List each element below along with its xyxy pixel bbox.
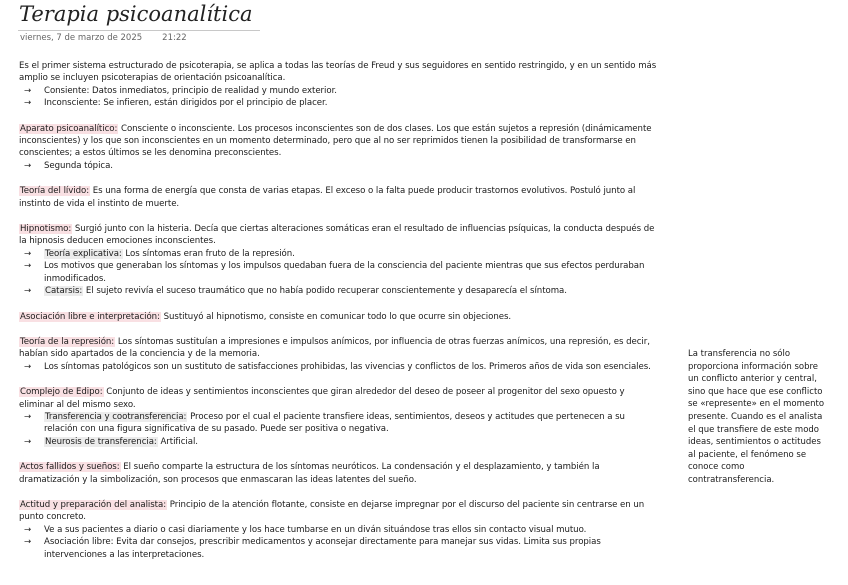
arrow-icon: →	[24, 537, 32, 548]
actos-block: Actos fallidos y sueños: El sueño comparte la estructura de los síntomas neuróticos. La condensación y el desplazamiento, y también la dramatización y la simbolización, son procesos que enmascaran las ideas latentes del sueño.	[19, 462, 600, 485]
list-item: → Inconsciente: Se infieren, están dirigidos por el principio de placer.	[24, 98, 328, 109]
arrow-icon: →	[24, 411, 32, 422]
highlight-label: Teoría explicativa:	[45, 248, 122, 259]
list-item: → Teoría explicativa: Los síntomas eran fruto de la represión.	[24, 248, 295, 259]
arrow-icon: →	[24, 98, 32, 109]
intro-block	[19, 60, 659, 110]
represion-block: Teoría de la represión: Los síntomas sustituían a impresiones e impulsos anímicos, por influencia de otras fuerzas anímicos, una represión, es decir, habían sido apartados de la conciencia y de la memoria. → Los síntomas patológicos son un sustituto de satisfacciones prohibidas, las vivencias y conflictos de los. Primeros años de vida son esenciales.	[19, 336, 659, 373]
edipo-block: Complejo de Edipo: Conjunto de ideas y sentimientos inconscientes que giran alrededor del deseo de poseer al progenitor del sexo opuesto y eliminar al del mismo sexo. → Transferencia y cootransferencia: Proceso por el cual el paciente transfiere ideas, sentimientos, deseos y actitudes que pertenecen a su relación con una figura significativa de su pasado. Puede ser positiva o negativa. → Neurosis de transferencia: Artificial.	[19, 386, 659, 448]
highlight-label: Catarsis:	[45, 286, 83, 297]
arrow-icon: →	[24, 361, 32, 372]
hipnotismo-block: Hipnotismo: Surgió junto con la histeria. Decía que ciertas alteraciones somáticas eran el resultado de influencias psíquicas, la conducta después de la hipnosis deducen emociones inconscientes. → Teoría explicativa: Los síntomas eran fruto de la represión. → Los motivos que generaban los síntomas y los impulsos quedaban fuera de la consciencia del paciente mientras que sus efectos perduraban inmodificados. → Catarsis: El sujeto revivía el suceso traumático que no había podido recuperar conscientemente y desaparecía el síntoma.	[19, 223, 659, 297]
note-time: 21:22	[162, 33, 187, 43]
list-item: → Los motivos que generaban los síntomas y los impulsos quedaban fuera de la consciencia del paciente mientras que sus efectos perduraban inmodificados.	[24, 261, 645, 284]
note-metadata	[20, 33, 187, 43]
page-title[interactable]: Terapia psicoanalítica	[19, 2, 253, 26]
list-item: → Consiente: Datos inmediatos, principio de realidad y mundo exterior.	[24, 85, 337, 96]
highlight-label: Actitud y preparación del analista:	[20, 499, 167, 510]
arrow-icon: →	[24, 261, 32, 272]
list-item: → Asociación libre: Evita dar consejos, prescribir medicamentos y aconsejar directamente para manejar sus vidas. Limita sus propias intervenciones a las interpretaciones.	[24, 537, 601, 560]
list-item: → Neurosis de transferencia: Artificial.	[24, 436, 198, 447]
note-date: viernes, 7 de marzo de 2025	[20, 33, 143, 43]
arrow-icon: →	[24, 160, 32, 171]
highlight-label: Neurosis de transferencia:	[45, 436, 157, 447]
side-note[interactable]: La transferencia no sólo proporciona información sobre un conflicto anterior y central, sino que hace que ese conflicto se «represente» en el momento presente. Cuando es el analista el que transfiere de este modo ideas, sentimientos o actitudes al paciente, el fenómeno se conoce como contratransferencia.	[688, 349, 825, 485]
arrow-icon: →	[24, 248, 32, 259]
libido-block: Teoría del lívido: Es una forma de energía que consta de varias etapas. El exceso o la falta puede producir trastornos evolutivos. Postuló junto al instinto de vida el instinto de muerte.	[19, 186, 636, 209]
highlight-label: Complejo de Edipo:	[20, 387, 103, 398]
actitud-block: Actitud y preparación del analista: Principio de la atención flotante, consiste en dejarse impregnar por el discurso del paciente sin centrarse en un punto concreto. → Ve a sus pacientes a diario o casi diariamente y los hace tumbarse en un diván situándose tras ellos sin contacto visual mutuo. → Asociación libre: Evita dar consejos, prescribir medicamentos y aconsejar directamente para manejar sus vidas. Limita sus propias intervenciones a las interpretaciones.	[19, 499, 659, 561]
list-item: → Transferencia y cootransferencia: Proceso por el cual el paciente transfiere ideas, sentimientos, deseos y actitudes que pertenecen a su relación con una figura significativa de su pasado. Puede ser positiva o negativa.	[24, 411, 625, 435]
arrow-icon: →	[24, 436, 32, 447]
list-item: → Los síntomas patológicos son un sustituto de satisfacciones prohibidas, las vivencias y conflictos de los. Primeros años de vida son esenciales.	[24, 361, 651, 372]
note-body[interactable]	[19, 60, 659, 574]
highlight-label: Teoría del lívido:	[20, 186, 90, 197]
asociacion-block: Asociación libre e interpretación: Sustituyó al hipnotismo, consiste en comunicar todo lo que ocurre sin objeciones.	[20, 311, 512, 322]
highlight-label: Aparato psicoanalítico:	[20, 123, 118, 134]
title-divider	[18, 30, 260, 31]
arrow-icon: →	[24, 524, 32, 535]
list-item: → Catarsis: El sujeto revivía el suceso traumático que no había podido recuperar conscientemente y desaparecía el síntoma.	[24, 286, 567, 297]
highlight-label: Asociación libre e interpretación:	[20, 311, 160, 322]
intro-text: Es el primer sistema estructurado de psicoterapia, se aplica a todas las teorías de Freud y sus seguidores en sentido restringido, y en un sentido más amplio se incluyen psicoterapias de orientación psicoanalítica.	[19, 61, 657, 84]
aparato-block: Aparato psicoanalítico: Consciente o inconsciente. Los procesos inconscientes son de dos clases. Los que están sujetos a represión (dinámicamente inconscientes) y los que son inconscientes en un momento determinado, pero que al no ser reprimidos tienen la posibilidad de transformarse en conscientes; a estos últimos se les denomina preconscientes. → Segunda tópica.	[19, 123, 659, 173]
highlight-label: Actos fallidos y sueños:	[20, 462, 120, 473]
arrow-icon: →	[24, 85, 32, 96]
list-item: → Ve a sus pacientes a diario o casi diariamente y los hace tumbarse en un diván situándose tras ellos sin contacto visual mutuo.	[24, 524, 587, 535]
list-item: → Segunda tópica.	[24, 160, 113, 171]
arrow-icon: →	[24, 286, 32, 297]
highlight-label: Hipnotismo:	[20, 224, 72, 235]
highlight-label: Teoría de la represión:	[20, 336, 115, 347]
highlight-label: Transferencia y cootransferencia:	[45, 411, 187, 422]
